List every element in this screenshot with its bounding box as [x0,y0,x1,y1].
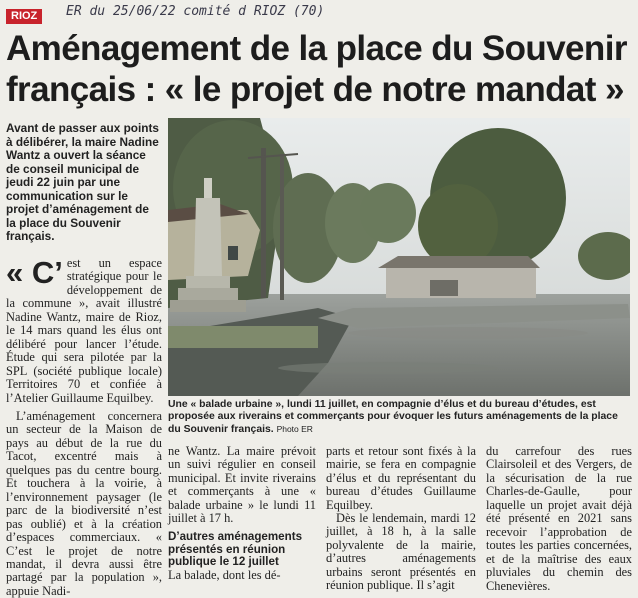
column-2-text-continued: La balade, dont les dé- [168,568,281,582]
column-2-text: ne Wantz. La maire prévoit un suivi régulier en conseil municipal. Et invite riverains et commerçants à une « balade urbaine » le lundi 11 juillet à 17 h. [168,444,316,526]
column-1-text: est un espace stratégique pour le développement de la commune », avait illustré Nadine Wantz, maire de Rioz, le 14 mars quand les élus ont délibéré pour lancer l’étude. Étude qui sera pilotée par la SPL (société publique locale) Territoires 70 et confiée à l’Atelier Guillaume Equilbey. [6,256,162,405]
drop-cap: « C’ [6,255,63,290]
column-3-text-continued: Dès le lendemain, mardi 12 juillet, à 18 h, à la salle polyvalente de la mairie, d’autres aménagements urbains seront présentés en réunion publique. Il s’agit [326,511,476,593]
photo-credit: Photo ER [276,424,313,434]
column-4-text: du carrefour des rues Clairsoleil et des Vergers, de la sécurisation de la rue Charles-de-Gaulle, pour laquelle un projet avait déjà été présenté en 2021 sans recevoir l’approbation de toutes les parties concernées, et de la maîtrise des eaux pluviales du chemin des Chenevières. [486,444,632,593]
article-headline [6,28,634,110]
handwritten-note: ER du 25/06/22 comité d RIOZ (70) [66,4,325,19]
column-1-paragraph-1 [6,257,162,405]
section-tag: RIOZ [6,9,42,24]
caption-text: Une « balade urbaine », lundi 11 juillet, en compagnie d’élus et du bureau d’études, est proposée aux riverains et commerçants pour évoquer les futurs aménagements de la place du Souvenir français. [168,399,618,435]
column-3-text: parts et retour sont fixés à la mairie, se fera en compagnie d’élus et du représentant du bureau d’études Guillaume Equilbey. [326,444,476,512]
article-lead: Avant de passer aux points à délibérer, la maire Nadine Wantz a ouvert la séance de conseil municipal de jeudi 22 juin par une communication sur le projet d’aménagement de la place du Souvenir français. [6,121,159,243]
column-1-paragraph-2: L’aménagement concernera un secteur de la Maison de pays au début de la rue du Tacot, excentré mais à quelques pas du centre bourg. Et touchera à la voirie, à l’environnement paysager (le parc de la biodiversité n’est pas oublié) et à la création d’espaces commerciaux. « C’est le projet de notre mandat, il devra aussi être partagé par la population », appuie Nadi- [6,409,162,598]
article-photo [168,118,630,396]
photo-illustration [168,118,630,396]
headline-line-1: Aménagement de la place du Souvenir [6,29,627,68]
subheading: D’autres aménagements présentés en réunion publique le 12 juillet [168,530,303,569]
photo-caption [168,399,630,436]
headline-line-2: français : « le projet de notre mandat » [6,70,624,109]
